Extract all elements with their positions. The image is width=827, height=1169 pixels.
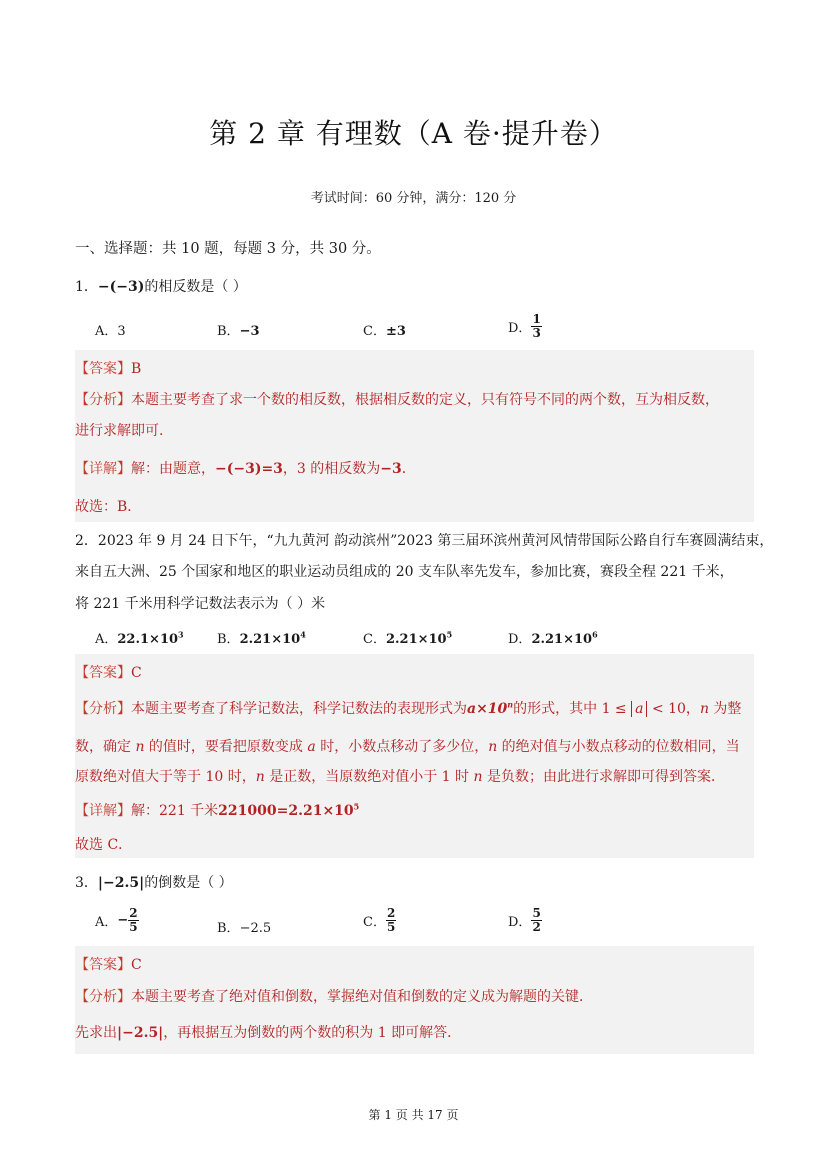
question-number: 3． [75,875,98,891]
option-b: B．−3 [217,324,260,339]
option-b: B．−2.5 [217,921,272,936]
analysis-line-2: 进行求解即可. [75,423,164,439]
math-expression: −(−3) [97,279,145,295]
page-footer: 第 1 页 共 17 页 [368,1108,459,1122]
answer-block-3 [75,946,754,1054]
conclusion-line: 故选 C． [75,837,133,853]
detail-line: 【详解】解：由题意，−(−3)=3，3 的相反数为−3． [75,461,416,477]
answer-block-1 [75,350,754,522]
question-number: 1． [75,279,98,295]
answer-line: 【答案】B [75,361,142,377]
question-3-stem: 3．|−2.5|的倒数是（ ） [75,875,233,891]
stem-text: 的相反数是（ ） [144,279,247,295]
option-a: A．− $\frac{2}{5}$ [95,906,138,934]
answer-line: 【答案】C [75,957,142,973]
question-2-stem-line3: 将 221 千米用科学记数法表示为（ ）米 [75,596,326,612]
option-c: C．$2.21\times 10^5$ [363,629,453,647]
analysis-line-2: 先求出|−2.5|，再根据互为倒数的两个数的积为 1 即可解答． [75,1025,462,1041]
analysis-line: 【分析】本题主要考查了科学记数法，科学记数法的表现形式为$a\times 10^n$的形式，其中 1 ≤ a < 10，n 为整 [75,699,742,717]
question-2-stem: 2．2023 年 9 月 24 日下午，“九九黄河 韵动滨州”2023 第三届环滨州黄河风情带国际公路自行车赛圆满结束， [75,533,774,549]
analysis-line: 【分析】本题主要考查了绝对值和倒数，掌握绝对值和倒数的定义成为解题的关键． [75,989,593,1005]
answer-block-2 [75,654,754,858]
option-c: C．±3 [363,324,406,339]
page-title: 第 2 章 有理数（A 卷·提升卷） [209,117,618,150]
fraction: $\frac{1}{3}$ [532,312,541,340]
analysis-line: 【分析】本题主要考查了求一个数的相反数，根据相反数的定义，只有符号不同的两个数，互为相反数， [75,392,719,408]
detail-line: 【详解】解：221 千米$221000=2.21\times 10^5$ [75,801,360,819]
option-c: C． $\frac{2}{5}$ [363,906,396,934]
question-2-stem-line2: 来自五大洲、25 个国家和地区的职业运动员组成的 20 支车队率先发车，参加比赛，赛段全程 221 千米， [75,564,734,580]
question-1-stem [75,276,247,296]
answer-line: 【答案】C [75,665,142,681]
exam-info: 考试时间：60 分钟，满分：120 分 [310,191,517,206]
option-d: D． $\frac{1}{3}$ [508,312,541,340]
conclusion-line: 故选：B． [75,499,142,515]
option-d: D． $\frac{5}{2}$ [508,906,541,934]
analysis-line-2: 数，确定 n 的值时，要看把原数变成 a 时，小数点移动了多少位，n 的绝对值与小数点移动的位数相同，当 [75,739,740,755]
analysis-line-3: 原数绝对值大于等于 10 时，n 是正数，当原数绝对值小于 1 时 n 是负数；由此进行求解即可得到答案． [75,769,725,785]
option-b: B．$2.21\times 10^4$ [217,629,306,647]
option-a: A．3 [95,324,126,339]
option-d: D．$2.21\times 10^6$ [508,629,598,647]
section-heading: 一、选择题：共 10 题，每题 3 分，共 30 分。 [75,241,381,257]
option-a: A．$22.1\times 10^3$ [95,629,184,647]
question-number: 2． [75,533,98,549]
